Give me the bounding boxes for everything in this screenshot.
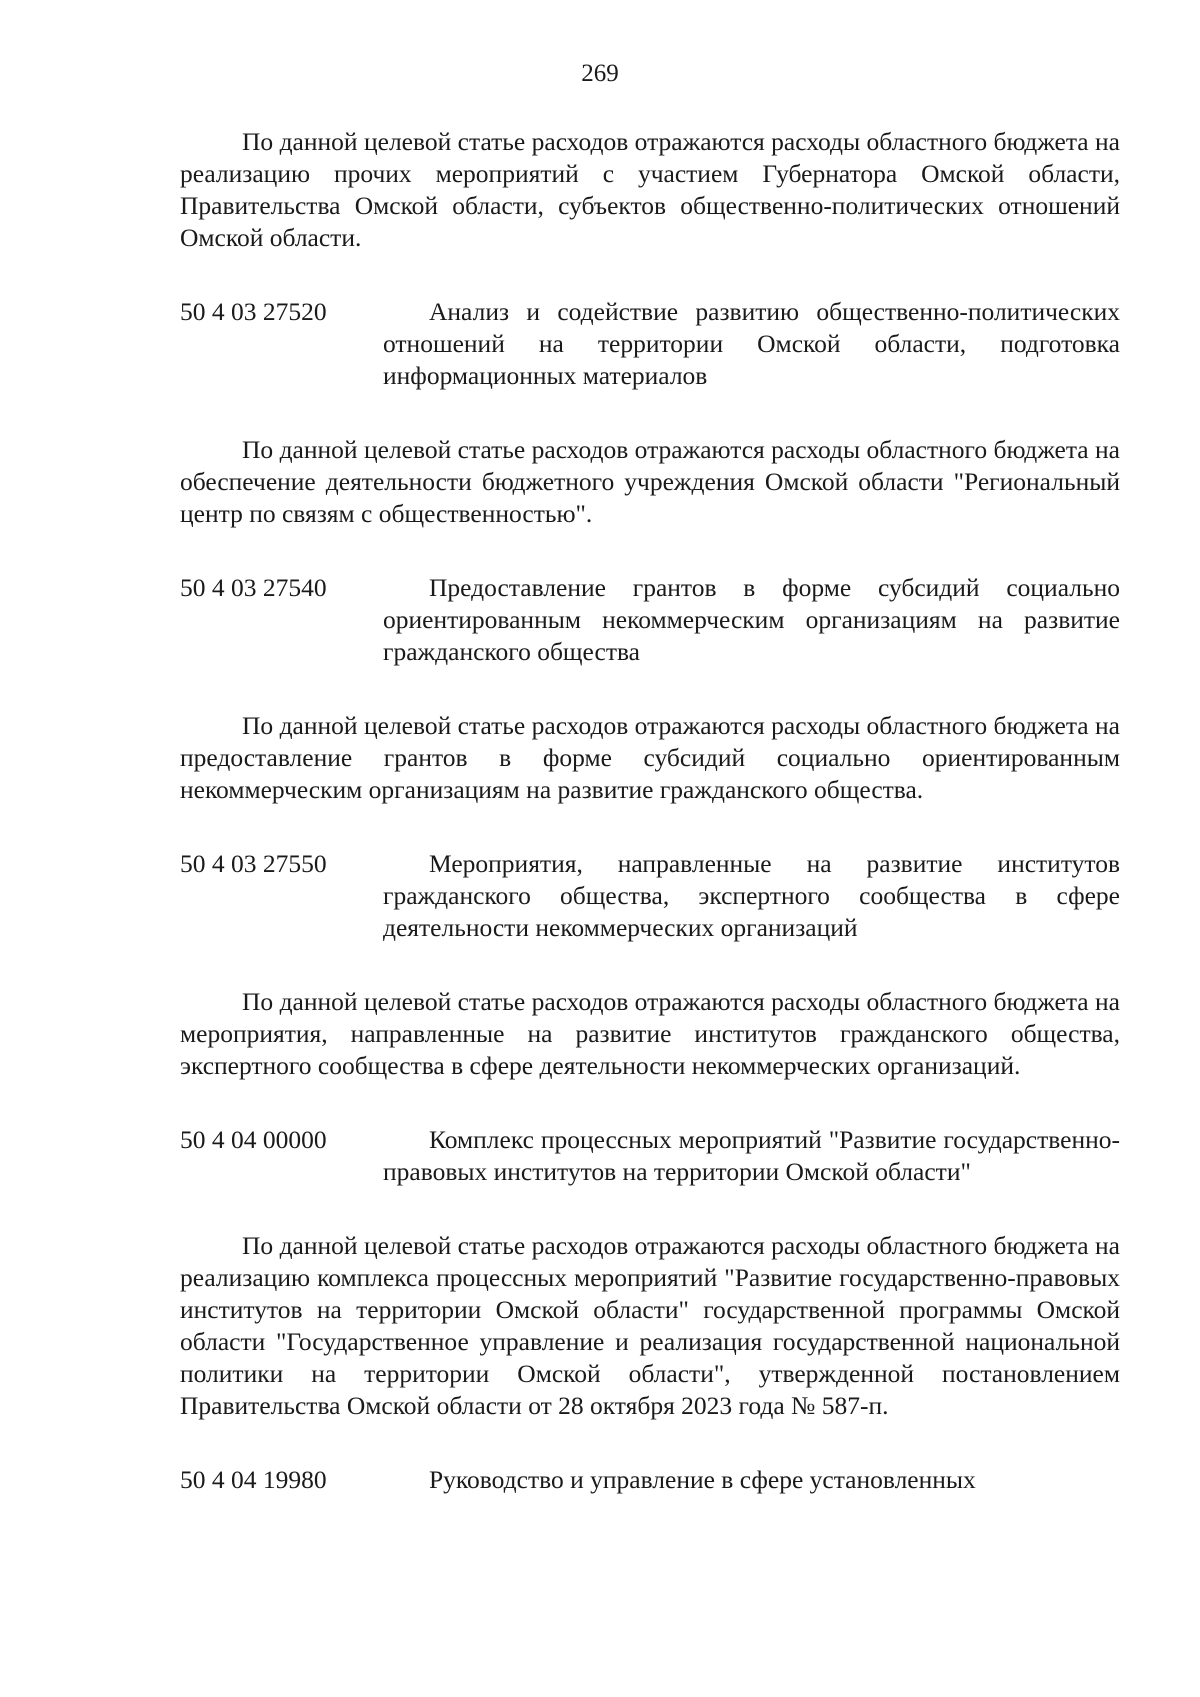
budget-entry-description: Предоставление грантов в форме субсидий социально ориентированным некоммерческим организациям на развитие гражданского общества bbox=[383, 573, 1120, 666]
budget-entry-description: Комплекс процессных мероприятий "Развитие государственно-правовых институтов на территории Омской области" bbox=[383, 1125, 1120, 1186]
budget-code: 50 4 03 27550 bbox=[180, 849, 327, 878]
paragraph-3: По данной целевой статье расходов отражаются расходы областного бюджета на предоставление грантов в форме субсидий социально ориентированным некоммерческим организациям на развитие гражданского общества. bbox=[180, 711, 1120, 804]
budget-entry-50-4-03-27540 bbox=[180, 572, 1120, 668]
document-body bbox=[180, 126, 1120, 1496]
budget-code: 50 4 03 27520 bbox=[180, 297, 327, 326]
budget-entry-50-4-03-27520 bbox=[180, 296, 1120, 392]
paragraph-1: По данной целевой статье расходов отражаются расходы областного бюджета на реализацию прочих мероприятий с участием Губернатора Омской области, Правительства Омской области, субъектов общественно-политических отношений Омской области. bbox=[180, 127, 1120, 252]
paragraph-4: По данной целевой статье расходов отражаются расходы областного бюджета на мероприятия, направленные на развитие институтов гражданского общества, экспертного сообщества в сфере деятельности некоммерческих организаций. bbox=[180, 987, 1120, 1080]
budget-entry-description: Мероприятия, направленные на развитие институтов гражданского общества, экспертного сообщества в сфере деятельности некоммерческих организаций bbox=[383, 849, 1120, 942]
page-number: 269 bbox=[581, 60, 619, 87]
budget-code: 50 4 03 27540 bbox=[180, 573, 327, 602]
budget-entry-description: Анализ и содействие развитию общественно-политических отношений на территории Омской области, подготовка информационных материалов bbox=[383, 297, 1120, 390]
budget-entry-description: Руководство и управление в сфере установленных bbox=[429, 1465, 976, 1494]
budget-entry-50-4-04-00000 bbox=[180, 1124, 1120, 1188]
paragraph-2: По данной целевой статье расходов отражаются расходы областного бюджета на обеспечение деятельности бюджетного учреждения Омской области "Региональный центр по связям с общественностью". bbox=[180, 435, 1120, 528]
budget-code: 50 4 04 00000 bbox=[180, 1125, 327, 1154]
budget-code: 50 4 04 19980 bbox=[180, 1465, 327, 1494]
budget-entry-50-4-04-19980 bbox=[180, 1464, 1120, 1496]
budget-entry-50-4-03-27550 bbox=[180, 848, 1120, 944]
paragraph-5: По данной целевой статье расходов отражаются расходы областного бюджета на реализацию комплекса процессных мероприятий "Развитие государственно-правовых институтов на территории Омской области" государственной программы Омской области "Государственное управление и реализация государственной национальной политики на территории Омской области", утвержденной постановлением Правительства Омской области от 28 октября 2023 года № 587-п. bbox=[180, 1231, 1120, 1420]
